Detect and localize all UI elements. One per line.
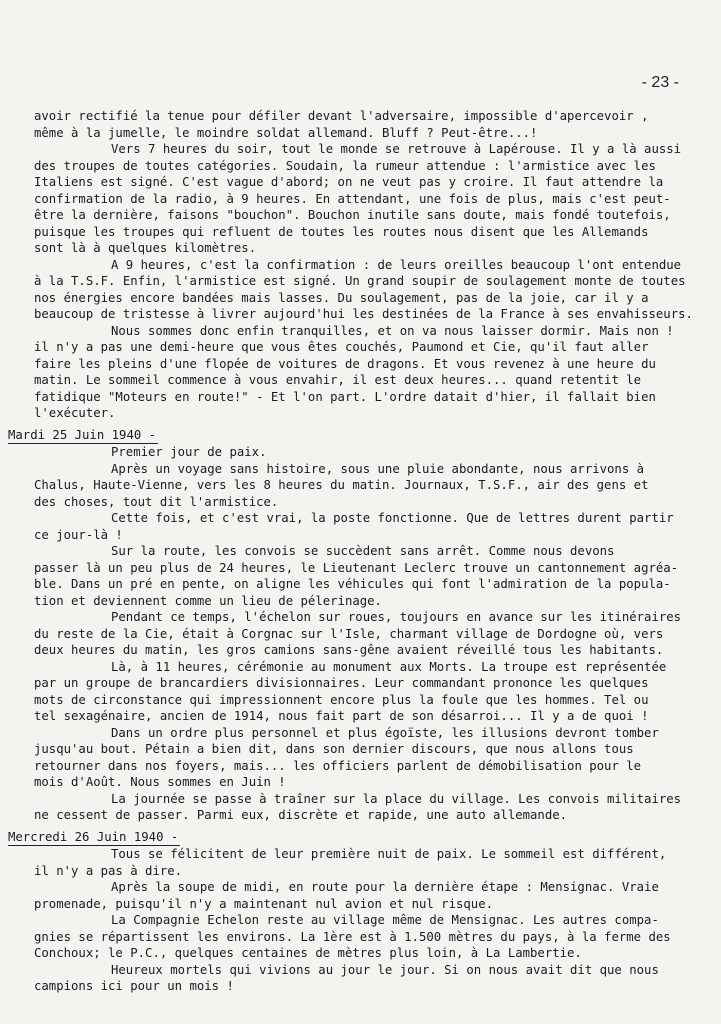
date-heading-text: Mardi 25 Juin 1940 - [8,427,158,445]
text-line: mois d'Août. Nous sommes en Juin ! [34,775,286,789]
date-heading [8,427,706,445]
text-line: du reste de la Cie, était à Corgnac sur l'Isle, charmant village de Dordogne où, vers [34,626,664,641]
text-line: il n'y a pas une demi-heure que vous êtes couchés, Paumond et Cie, qu'il faut aller [34,340,649,354]
text-line: Vers 7 heures du soir, tout le monde se retrouve à Lapérouse. Il y a là aussi [111,142,682,156]
text-line: Là, à 11 heures, cérémonie au monument aux Morts. La troupe est représentée [111,659,667,674]
text-line: Après un voyage sans histoire, sous une pluie abondante, nous arrivons à [111,461,645,476]
text-line: des troupes de toutes catégories. Soudain, la rumeur attendue : l'armistice avec les [34,158,656,173]
text-line: même à la jumelle, le moindre soldat allemand. Bluff ? Peut-être...! [34,125,538,140]
text-line: mots de circonstance qui impressionnent encore plus la foule que les hommes. Tel ou [34,692,649,707]
text-line: Tous se félicitent de leur première nuit de paix. Le sommeil est différent, [111,847,667,861]
text-line: tion et deviennent comme un lieu de pélerinage. [34,593,382,608]
text-line: Dans un ordre plus personnel et plus égoïste, les illusions devront tomber [111,725,659,740]
text-line: Heureux mortels qui vivions au jour le jour. Si on nous avait dit que nous [111,962,659,977]
text-line: puisque les troupes qui refluent de toutes les routes nous disent que les Allemands [34,224,649,239]
text-line: Conchoux; le P.C., quelques centaines de mètres plus loin, à La Lambertie. [34,946,582,960]
text-line: par un groupe de brancardiers divisionnaires. Leur commandant prononce les quelques [34,676,649,690]
text-line: Sur la route, les convois se succèdent sans arrêt. Comme nous devons [111,544,615,558]
text-line: retourner dans nos foyers, mais... les officiers parlent de démobilisation pour le [34,758,642,773]
date-heading-text: Mercredi 26 Juin 1940 - [8,829,180,847]
text-line: il n'y a pas à dire. [34,863,183,878]
text-line: ble. Dans un pré en pente, on aligne les véhicules qui font l'admiration de la popula- [34,577,671,591]
text-line: tel sexagénaire, ancien de 1914, nous fait part de son désarroi... Il y a de quoi ! [34,709,649,723]
text-line: matin. Le sommeil commence à vous envahir, il est deux heures... quand retentit le [34,373,642,387]
text-line: promenade, puisqu'il n'y a maintenant nul avion et nul risque. [34,896,494,911]
text-line: A 9 heures, c'est la confirmation : de leurs oreilles beaucoup l'ont entendue [111,257,682,272]
text-line: être la dernière, faisons "bouchon". Bouchon inutile sans doute, mais fondé toutefois, [34,208,671,222]
text-line: campions ici pour un mois ! [34,979,234,993]
text-line: jusqu'au bout. Pétain a bien dit, dans son dernier discours, que nous allons tous [34,742,634,756]
text-line: deux heures du matin, les gros camions sans-gêne avaient réveillé tous les habitants. [34,643,664,657]
text-line: des choses, tout dit l'armistice. [34,494,279,509]
text-line: Après la soupe de midi, en route pour la dernière étape : Mensignac. Vraie [111,880,659,894]
date-heading [8,829,706,847]
text-line: passer là un peu plus de 24 heures, le Lieutenant Leclerc trouve un cantonnement agréa- [34,560,679,575]
text-line: Cette fois, et c'est vrai, la poste fonctionne. Que de lettres durent partir [111,511,674,525]
text-line: beaucoup de tristesse à livrer aujourd'hui les destinées de la France à ses envahisseurs. [34,307,693,321]
text-line: Italiens est signé. C'est vague d'abord; on ne veut pas y croire. Il faut attendre la [34,175,664,189]
text-line: ne cessent de passer. Parmi eux, discrète et rapide, une auto allemande. [34,808,568,822]
text-line: avoir rectifié la tenue pour défiler devant l'adversaire, impossible d'apercevoir , [34,109,649,123]
text-line: Nous sommes donc enfin tranquilles, et on va nous laisser dormir. Mais non ! [111,323,674,338]
text-line: à la T.S.F. Enfin, l'armistice est signé. Un grand soupir de soulagement monte de toutes [34,274,686,288]
page-number: - 23 - [641,74,679,91]
text-line: nos énergies encore bandées mais lasses. Du soulagement, pas de la joie, car il y a [34,290,649,305]
text-line: La journée se passe à traîner sur la place du village. Les convois militaires [111,791,682,806]
text-line: Chalus, Haute-Vienne, vers les 8 heures du matin. Journaux, T.S.F., air des gens et [34,478,649,492]
text-line: Premier jour de paix. [111,445,267,459]
text-line: confirmation de la radio, à 9 heures. En attendant, une fois de plus, mais c'est peut- [34,191,671,206]
text-line: gnies se répartissent les environs. La 1ère est à 1.500 mètres du pays, à la ferme des [34,929,671,944]
text-line: Pendant ce temps, l'échelon sur roues, toujours en avance sur les itinéraires [111,610,682,624]
text-line: fatidique "Moteurs en route!" - Et l'on part. L'ordre datait d'hier, il fallait bien [34,389,656,404]
document-body [8,108,706,995]
text-line: La Compagnie Echelon reste au village même de Mensignac. Les autres compa- [111,913,659,927]
text-line: ce jour-là ! [34,527,123,542]
text-line: l'exécuter. [34,406,116,420]
text-line: faire les pleins d'une flopée de voitures de dragons. Et vous revenez à une heure du [34,356,656,371]
text-line: sont là à quelques kilomètres. [34,241,257,255]
